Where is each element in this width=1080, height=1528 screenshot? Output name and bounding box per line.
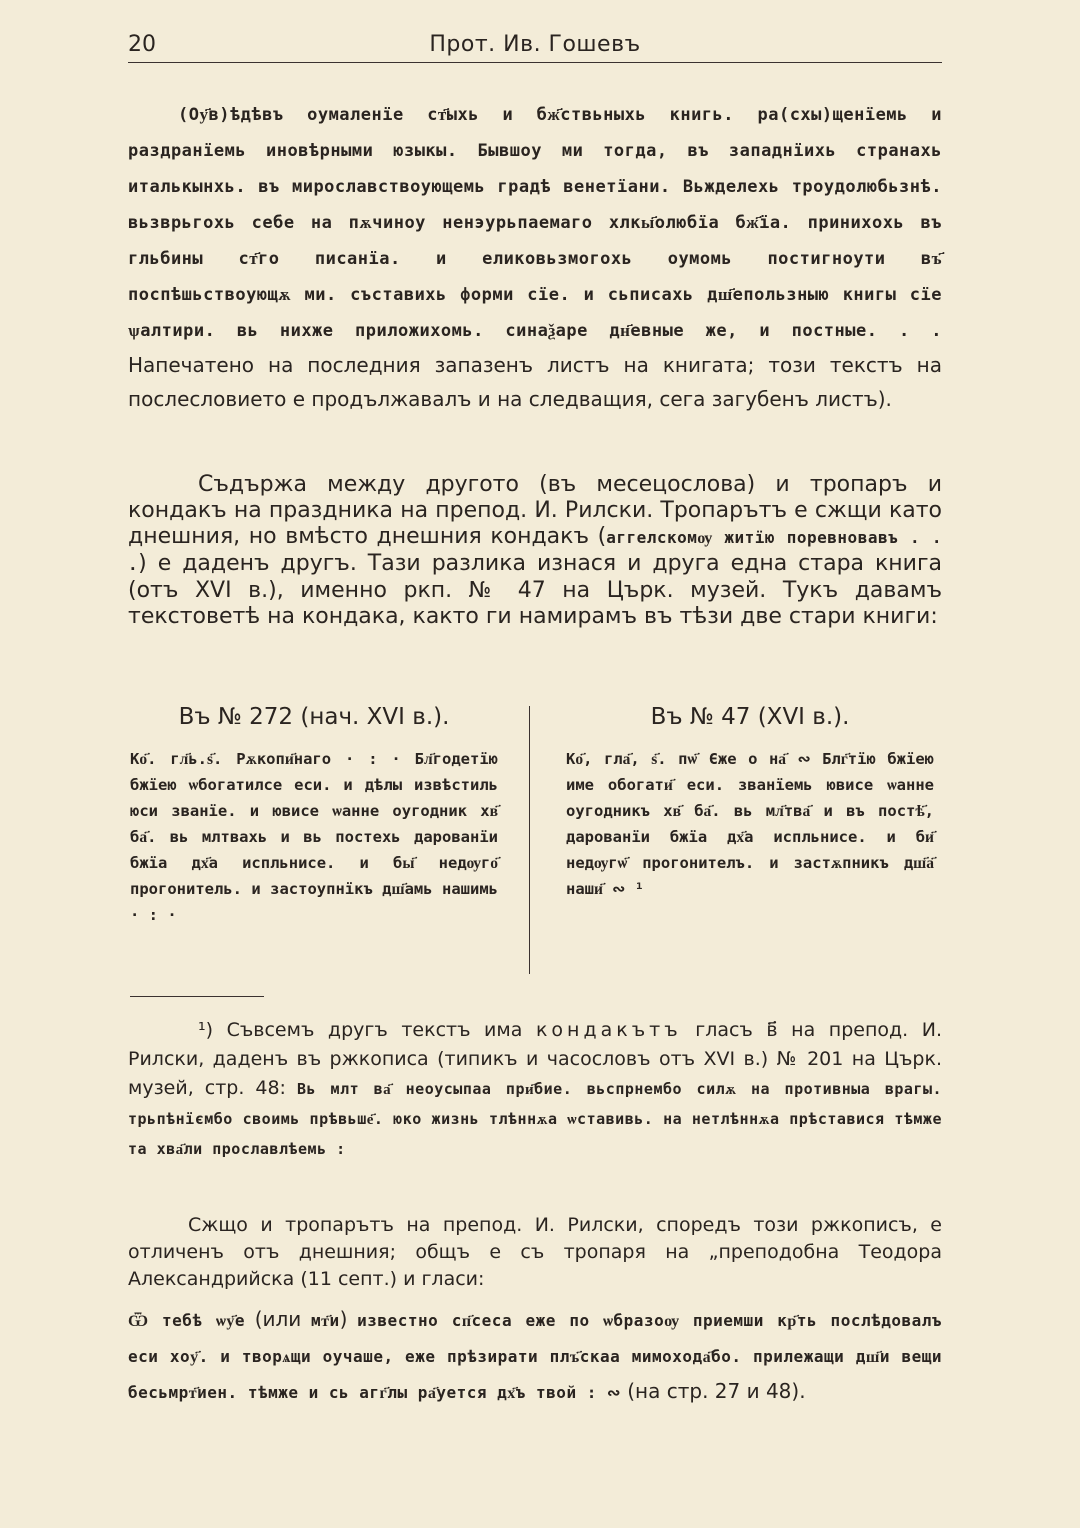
contents-text-before: Съдържа между другото (въ месецослова) и тропаръ и кондакъ на праздника на препод. И. Рилски. Тропарътъ е сжщи като днешния, но вмѣсто днешния кондакъ ( (128, 472, 942, 549)
left-column-title: Въ № 272 (нач. XVI в.). (178, 704, 450, 730)
right-column-title: Въ № 47 (XVI в.). (650, 704, 850, 730)
footnote-1-slavonic: Вь млт ва҃ неоусыпаа при҃бие. вьспрнембо силѫ на противныа врагы. трьпѣнїємбо своимь прѣвьше҃. юко жизнь тлѣннѫа ѡставивь. на нетлѣннѫа прѣставися тѣмже та хва҃ли прославлѣемь : (128, 1080, 943, 1158)
header-rule (128, 62, 942, 63)
afterword-slavonic-text: (Оу҃в)ѣдѣвъ оумаленїе ст҃ыхь и бж҃ствьныхь книгь. ра(схы)щенїемь и раздранїемь иновѣрными юзыкы. Бывшоу ми тогда, въ западнїихь странахь италькынхь. въ мирославствоующемь градѣ венетїани. Вьжделехь троудолюбьзнѣ. вьзврьгохь себе на пѫчиноу ненэурьпаемаго хлкы҃олюбїа бж҃їа. принихохь въ гльбины ст҃го писанїа. и еликовьзмогохь оумомь постигноути въ҃ поспѣшьствоующѫ ми. съставихь форми сїе. и сьписахь дш҃епользныю книгы сїе ѱалтири. вь нихже приложихомь. синаѯаре дн҃евные же, и постные. . . (128, 105, 942, 341)
troparion-page-ref: (на стр. 27 и 48). (627, 1379, 806, 1403)
footnote-marker: ¹) (198, 1019, 214, 1041)
troparion-slavonic-b: мт҃и (311, 1311, 340, 1330)
right-column-text: Ко҃, гла҃, ѕ҃. пѡ҃ Єже о на҃ ∾ Блг҃тїю бжїею име обогати҃ еси. званїемь ювисе ѡаннe оугодникъ хв҃ ба҃. вь мл҃тва҃ и въ постѣ҃, дарованїи бжїа дх҃а испльнисе. и би҃ недѹгѡ҃ прогонителъ. и застѫпникъ дш҃а҃ наши҃ ∾ ¹ (566, 750, 934, 898)
column-divider (529, 706, 530, 974)
footnote-3 (128, 1302, 942, 1410)
running-title: Прот. Ив. Гошевъ (429, 32, 641, 57)
troparion-slavonic-c: известно сп҃сеса еже по ѡбразоѹ приемши кр҃ть послѣдовалъ еси хоу҃. и творѧщи оучаше, еже прѣзирати плъ҃скаа мимохода҃бо. прилежащи дш҃и вещи бесьмрт҃иен. тѣмже и сь агг҃лы ра҃уется дх҃ъ твой : ∾ (128, 1311, 943, 1402)
page-number: 20 (128, 32, 156, 57)
left-column (130, 704, 498, 928)
troparion-slavonic-a: Ѿ тебѣ ѡу҃е (128, 1311, 246, 1330)
right-column (566, 704, 934, 902)
footnote-1-text-a: Съвсемъ другъ текстъ има (226, 1019, 523, 1041)
footnote-1-text-b: гласъ в҃ на препод. И. Рилски, даденъ въ ржкописа (типикъ и часословъ отъ XVI в.) № 201 на Църк. музей, стр. 48: (128, 1019, 942, 1099)
footnote-2: Сжщо и тропарътъ на препод. И. Рилски, споредъ този ржкописъ, е отличенъ отъ днешния; общъ е съ тропаря на „преподобна Теодора Александрийска (11 септ.) и гласи: (128, 1214, 942, 1290)
contents-paragraph (128, 472, 942, 630)
left-column-text: Ко҃. гл҃ь.ѕ҃. Рѫкопи҃наго · : · Бл҃годетїю бжїею ѡбогатилсе еси. и дѣлы извѣстиль юси званїе. и ювисе ѡаннe оугодник хв҃ ба҃. вь млтвахь и вь постехь дарованїи бжїа дх҃а испльнисе. и бы҃ недѹго҃ прогонитель. и застоупнїкъ дш҃амь нашимь · : · (130, 750, 498, 924)
afterword-note: Напечатено на последния запазенъ листъ на книгата; този текстъ на послесловието е продължавалъ и на следващия, сега загубенъ листъ). (128, 353, 942, 411)
afterword-paragraph (128, 96, 942, 416)
page-header (128, 28, 942, 64)
troparion-text-b: ) (339, 1307, 348, 1331)
troparion-text-a: (или (254, 1307, 302, 1331)
contents-text-after: ) е даденъ другъ. Тази разлика изнася и друга една стара книга (отъ XVI в.), именно ркп. № 47 на Църк. музей. Тукъ давамъ текстоветѣ на кондака, както ги намирамъ въ тѣзи две стари книги: (128, 551, 942, 629)
footnote-1 (128, 1016, 942, 1164)
footnote-rule (130, 996, 264, 997)
contents-slavonic-quote: аггелскомѹ житїю поревновавъ . . . (128, 528, 942, 574)
footnote-1-spaced-word: кондакътъ (535, 1019, 682, 1041)
